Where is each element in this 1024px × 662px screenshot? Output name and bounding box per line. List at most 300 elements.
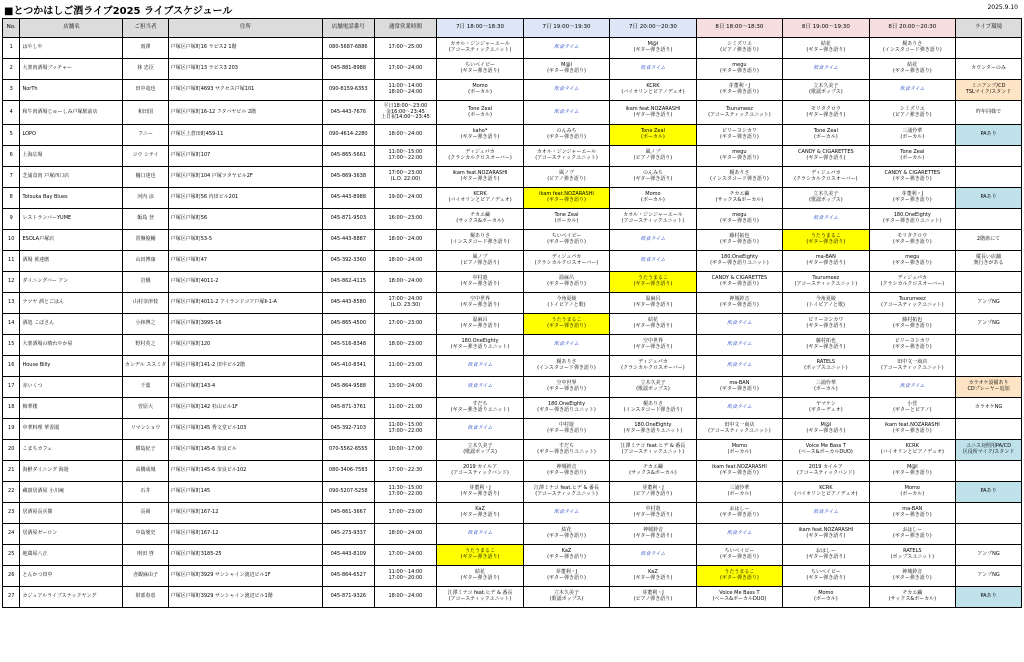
performer-label: ikam feat.NOZARASHI (ギター弾き語り) [884,422,940,434]
performer-label: カオル・ジンジャーエール (アコースティックユニット) [448,41,512,53]
performance-slot [437,545,523,566]
business-hours: 18:00～24:00 [374,524,437,545]
performer-label: KCRK (バイオリンとピアノデュオ) [448,191,512,203]
store-phone: 090-8159-6353 [323,80,374,101]
performer-label: 結花 (ギター弾き語り) [806,41,846,53]
store-address: 戸塚区戸塚町107 [168,146,322,167]
performer-label: 藤村拓也 (ギター弾き語り) [892,317,932,329]
col-no: No. [3,19,20,38]
performance-slot [610,566,696,587]
performance-slot [610,101,696,125]
store-name: 酒処 こばさん [20,314,123,335]
performance-slot [610,587,696,608]
performance-slot [783,272,869,293]
performer-label: M@l (ギター弾き語り) [892,464,932,476]
performance-slot [437,167,523,188]
store-phone: 090-4614-2280 [323,125,374,146]
performance-slot [523,566,609,587]
performer-label: うたうまるこ (ギター弾き語り) [633,275,673,287]
performance-slot [610,461,696,482]
performer-label: 結花 (ギター弾き語り) [892,62,932,74]
table-row [3,377,1022,398]
contact-person: 高橋成城 [123,461,168,482]
business-hours: 11:00～14:00 17:00～20:00 [374,566,437,587]
store-address: 戸塚区戸塚町3929 サンシャイン渡辺ビル1F [168,566,322,587]
col-hours: 通常営業時間 [374,19,437,38]
performance-slot [523,440,609,461]
store-name: House Billy [20,356,123,377]
store-phone: 045-443-7676 [323,101,374,125]
table-row [3,251,1022,272]
store-address: 戸塚区戸塚町120 [168,335,322,356]
performance-slot [783,545,869,566]
performance-slot [523,377,609,398]
performance-slot [437,335,523,356]
store-address: 戸塚区戸塚町4011-2 アイランドコア戸塚Ⅱ-1-A [168,293,322,314]
table-row [3,524,1022,545]
store-name: 梅華楼 [20,398,123,419]
business-hours: 17:00～23:00 [374,314,437,335]
live-environment: 昨年同様で [956,101,1022,125]
performance-slot [783,419,869,440]
performance-slot [783,38,869,59]
performance-slot [783,230,869,251]
performance-slot [869,38,955,59]
live-environment: ユニス対照用PA/CD 区役所マイク/スタンド [956,440,1022,461]
performance-slot [696,272,782,293]
eating-time-label: 飲食タイム [554,509,579,516]
performance-slot [610,38,696,59]
business-hours: 18:00～24:00 [374,587,437,608]
row-number: 6 [3,146,20,167]
col-address: 住所 [168,19,322,38]
store-name: 地鶏屋八正 [20,545,123,566]
table-row [3,167,1022,188]
performer-label: Momo (ボーカル) [727,443,752,455]
performer-label: Momo (ボーカル) [900,485,925,497]
row-number: 5 [3,125,20,146]
page-title: ■とつかはしご酒ライブ2025 ライブスケジュール [4,6,233,17]
performance-slot [869,293,955,314]
performance-slot [610,545,696,566]
live-environment: アンプNG [956,314,1022,335]
performance-slot [783,293,869,314]
performer-label: おはしー (ギター弾き語り) [806,548,846,560]
performance-slot [869,524,955,545]
performance-slot [610,335,696,356]
contact-person: 田中竜也 [123,80,168,101]
performance-slot [869,587,955,608]
store-phone: 070-5562-6555 [323,440,374,461]
performance-slot [869,230,955,251]
performance-slot [783,125,869,146]
performance-slot [696,80,782,101]
performance-slot [869,398,955,419]
performance-slot [869,251,955,272]
store-name: レストランバーYUME [20,209,123,230]
performance-slot [610,356,696,377]
store-address: 戸塚区戸塚町56 [168,209,322,230]
performance-slot [437,461,523,482]
performer-label: のんみち (ギター弾き語り) [633,170,673,182]
performance-slot [437,377,523,398]
business-hours: 18:00～23:00 [374,335,437,356]
table-row [3,503,1022,524]
performer-label: Momo (ボーカル) [468,83,492,95]
contact-person: 石井 [123,482,168,503]
performer-label: おはしー (ギター弾き語り) [892,527,932,539]
store-phone: 045-443-8887 [323,230,374,251]
performance-slot [869,209,955,230]
performer-label: ikam feat.NOZARASHI (ギター弾き語り) [539,191,594,203]
performer-label: ikam feat.NOZARASHI (ギター弾き語り) [452,170,508,182]
performer-label: 榎ありさ (インスタコード弾き語り) [537,359,596,371]
row-number: 17 [3,377,20,398]
eating-time-label: 飲食タイム [554,341,579,348]
store-address: 戸塚区戸塚町4011-2 [168,272,322,293]
performance-slot [696,440,782,461]
performance-slot [696,398,782,419]
col-live-env: ライブ環境 [956,19,1022,38]
business-hours: 17:00～25:00 [374,38,437,59]
contact-person: 飯島 登 [123,209,168,230]
performer-label: 180.OneEighty (ギター弾き語りユニット) [882,212,942,224]
performance-slot [523,356,609,377]
store-name: ESOLA戸塚店 [20,230,123,251]
performer-label: 立木久美子 (歌謡ポップス) [463,443,497,455]
performance-slot [869,419,955,440]
store-address: 戸塚区戸塚町3929 サンシャイン渡辺ビル1階 [168,587,322,608]
performance-slot [523,80,609,101]
store-address: 戸塚区戸塚町56 内田ビル201 [168,188,322,209]
performer-label: うたうまるこ (ギター弾き語り) [806,233,846,245]
contact-person: 千葉 [123,377,168,398]
col-day8-slot1: 8日 18:00～18:30 [696,19,782,38]
performance-slot [696,59,782,80]
contact-person: 長岡 [123,503,168,524]
performance-slot [523,335,609,356]
store-address: 戸塚区戸塚町16 ラピス2 1階 [168,38,322,59]
performer-label: Tone Zeal (ボーカル) [900,149,925,161]
performance-slot [523,188,609,209]
contact-person: 常盤俊輔 [123,230,168,251]
performance-slot [783,167,869,188]
contact-person: 雨澤 [123,38,168,59]
performance-slot [523,482,609,503]
row-number: 14 [3,314,20,335]
live-environment [956,209,1022,230]
performance-slot [696,587,782,608]
store-phone: 045-273-9337 [323,524,374,545]
eating-time-label: 飲食タイム [726,404,752,411]
table-row [3,398,1022,419]
performer-label: カオル・ジンジャーエール (アコースティックユニット) [621,212,685,224]
performer-label: 温麻呂 (ギター弾き語り) [633,296,673,308]
performer-label: 芽董利・J (ギター弾き語り) [547,569,586,581]
performance-slot [696,146,782,167]
performer-label: KCRK (バイオリンとピアノデュオ) [880,443,944,455]
performance-slot [523,38,609,59]
performance-slot [696,461,782,482]
performance-slot [610,503,696,524]
col-day8-slot3: 8日 20:00～20:30 [869,19,955,38]
performance-slot [696,545,782,566]
contact-person: 野村英之 [123,335,168,356]
performance-slot [610,482,696,503]
performer-label: 180.OneEighty (ギター弾き語りユニット) [623,422,683,434]
contact-person: 山田博康 [123,251,168,272]
performer-label: チカエ繭 (サックス&ボーカル) [888,590,937,602]
performer-label: 神城鈴音 (ギター弾き語り) [719,296,759,308]
col-day7-slot3: 7日 20:00～20:30 [610,19,696,38]
store-phone: 045-862-4115 [323,272,374,293]
table-row [3,440,1022,461]
contact-person: フニー [123,125,168,146]
live-environment [956,146,1022,167]
table-row [3,38,1022,59]
store-name: 居酒屋長兵衛 [20,503,123,524]
table-row [3,587,1022,608]
store-address: 戸塚区戸塚町145-6 奈良ビル102 [168,461,322,482]
eating-time-label: 飲食タイム [554,108,579,115]
business-hours: 19:00～24:00 [374,188,437,209]
live-environment: 2階席にて [956,230,1022,251]
table-row [3,80,1022,101]
store-name: カジュアルライブスナックヤング [20,587,123,608]
performer-label: 芽董利・J (ピアノ弾き語り) [633,590,673,602]
contact-person: 和田国 [123,101,168,125]
performer-label: 三浦怜華 (ボーカル) [727,485,752,497]
performance-slot [523,209,609,230]
store-name: 赤いくつ [20,377,123,398]
performer-label: カオル・ジンジャーエール (アコースティックユニット) [535,149,598,161]
header-row [3,19,1022,38]
eating-time-label: 飲食タイム [554,44,579,51]
business-hours: 18:00～24:00 [374,251,437,272]
header [0,0,1024,18]
store-address: 戸塚区戸塚町47 [168,251,322,272]
performer-label: 榎ありさ (インスタコード弾き語り) [623,401,683,413]
store-address: 戸塚区戸塚町145 [168,482,322,503]
performer-label: おはしー (ギター弾き語り) [719,506,759,518]
performer-label: 榎ありさ (インスタコード弾き語り) [450,233,510,245]
business-hours: 17:00～24:00 (L.O. 23:30) [374,293,437,314]
performance-slot [696,230,782,251]
store-name: 大衆肉酒場ブッチャー [20,59,123,80]
col-contact: ご担当者 [123,19,168,38]
performance-slot [869,314,955,335]
performer-label: Tsurumeez (アコースティックユニット) [794,275,858,287]
performance-slot [783,335,869,356]
store-address: 戸塚区戸塚町167-12 [168,503,322,524]
performance-slot [437,251,523,272]
performance-slot [783,59,869,80]
col-store-name: 店舗名 [20,19,123,38]
store-phone: 045-410-8341 [323,356,374,377]
performance-slot [523,146,609,167]
performer-label: 榎ありさ (インスタコード弾き語り) [882,41,942,53]
performer-label: うたうまるこ (ギター弾き語り) [719,569,759,581]
performer-label: 立木久美子 (歌謡ポップス) [636,380,670,392]
performance-slot [610,419,696,440]
row-number: 7 [3,167,20,188]
store-phone: 045-871-9326 [323,587,374,608]
performance-slot [696,524,782,545]
performance-slot [523,587,609,608]
live-environment: アンプNG [956,293,1022,314]
contact-person: 中島褒史 [123,524,168,545]
store-name: 芝浦食肉 戸塚西口店 [20,167,123,188]
row-number: 15 [3,335,20,356]
live-environment: アンプNG [956,566,1022,587]
performer-label: 江澤ミナコ feat.ヒデ & 番長 (アコースティックユニット) [620,443,686,455]
performance-slot [523,314,609,335]
business-hours: 18:00～24:00 [374,272,437,293]
performance-slot [869,440,955,461]
performance-slot [523,461,609,482]
store-phone: 045-869-3638 [323,167,374,188]
performance-slot [437,293,523,314]
performance-slot [869,461,955,482]
performance-slot [437,566,523,587]
performance-slot [869,566,955,587]
contact-person: 河内 涼 [123,188,168,209]
contact-person: 岩橋 [123,272,168,293]
performance-slot [869,482,955,503]
performance-slot [610,440,696,461]
performer-label: RATELS (ポップスユニット) [890,548,935,560]
performer-label: CANDY & CIGARETTES (ギター弾き語り) [711,275,768,287]
row-number: 2 [3,59,20,80]
performance-slot [696,101,782,125]
performer-label: 芽董利・J (ギター弾き語り) [460,485,500,497]
row-number: 24 [3,524,20,545]
document-date: 2025.9.10 [987,4,1018,11]
performer-label: CANDY & CIGARETTES (ギター弾き語り) [884,170,941,182]
performer-label: 温麻呂 (ギター弾き語り) [547,275,586,287]
performer-label: ディジュパカ (クラシカルクロスオーバー) [534,254,599,266]
live-environment: PAあり [956,482,1022,503]
store-phone: 045-443-8109 [323,545,374,566]
performance-slot [610,251,696,272]
performer-label: ビリーヨシカワ (ギター弾き語り) [892,338,932,350]
performer-label: megu (ギター弾き語り) [719,149,759,161]
performance-slot [783,314,869,335]
performer-label: ikam feat.NOZARASHI (ギター弾き語り) [712,464,767,476]
performance-slot [869,167,955,188]
performance-slot [523,59,609,80]
performer-label: 180.OneEighty (ギター弾き語りユニット) [537,401,596,413]
performer-label: 立木久美子 (歌謡ポップス) [549,590,584,602]
performance-slot [696,566,782,587]
row-number: 4 [3,101,20,125]
store-name: 酒場 黄達磨 [20,251,123,272]
performer-label: 180.OneEighty (ギター弾き語りユニット) [710,254,769,266]
store-phone: 045-861-3667 [323,503,374,524]
performer-label: ma-BAN (ギター弾き語り) [806,254,846,266]
store-phone: 080-5687-6886 [323,38,374,59]
store-name: こまちカフェ [20,440,123,461]
performer-label: Tone Zeal (ボーカル) [554,212,579,224]
eating-time-label: 飲食タイム [726,320,752,327]
performance-slot [610,209,696,230]
eating-time-label: 飲食タイム [467,425,493,432]
contact-person: 横島紀子 [123,440,168,461]
performer-label: ちいベイビー (ギター弾き語り) [806,569,846,581]
eating-time-label: 飲食タイム [554,86,579,93]
performance-slot [869,80,955,101]
store-phone: 045-865-4500 [323,314,374,335]
performer-label: Momo (ボーカル) [813,590,838,602]
store-phone: 045-392-3360 [323,251,374,272]
row-number: 11 [3,251,20,272]
performance-slot [523,293,609,314]
performer-label: KCRK (バイオリンとピアノデュオ) [794,485,858,497]
performer-label: モリタクロウ (ギター弾き語り) [892,233,932,245]
store-address: 戸塚区戸塚町145 秀文堂ビル103 [168,419,322,440]
store-address: 戸塚区戸塚町16-12 フタバヤビル 2階 [168,101,322,125]
performance-slot [869,188,955,209]
store-name: 海鮮ダイニング 海遊 [20,461,123,482]
performer-label: ma-BAN (ギター弾き語り) [719,380,759,392]
performance-slot [437,482,523,503]
eating-time-label: 飲食タイム [899,383,925,390]
live-environment [956,503,1022,524]
performer-label: すだち (ギター弾き語りユニット) [537,443,596,455]
performer-label: Voice Me Bass T (ベース&ボーカルDUO) [798,443,853,455]
performer-label: M@l (ギター弾き語り) [806,422,846,434]
performer-label: KaZ (ギター弾き語り) [547,548,586,560]
performer-label: ビリーヨシカワ (ギター弾き語り) [719,128,759,140]
col-day7-slot1: 7日 18:00～18:30 [437,19,523,38]
performance-slot [869,146,955,167]
eating-time-label: 飲食タイム [813,509,839,516]
row-number: 20 [3,440,20,461]
performance-slot [783,524,869,545]
performer-label: 結花 (ギター弾き語り) [547,527,586,539]
business-hours: 11:00～21:00 [374,398,437,419]
performance-slot [696,503,782,524]
eating-time-label: 飲食タイム [726,341,752,348]
performer-label: 芽董利・J (ギター弾き語り) [892,191,932,203]
performer-label: 芽董利・J (ピアノ弾き語り) [633,485,673,497]
store-address: 戸塚区戸塚町145-6 奈良ビル [168,440,322,461]
table-row [3,482,1022,503]
eating-time-label: 飲食タイム [467,362,493,369]
performance-slot [437,272,523,293]
store-name: ダイニングバー アン [20,272,123,293]
performer-label: うたうまるこ (ギター弾き語り) [460,548,500,560]
store-address: 戸塚区戸塚町143-4 [168,377,322,398]
row-number: 12 [3,272,20,293]
performer-label: 温麻呂 (ギター弾き語り) [460,317,500,329]
performance-slot [696,167,782,188]
performer-label: 空中世界 (ギター弾き語り) [460,296,500,308]
performance-slot [610,524,696,545]
performance-slot [783,356,869,377]
performance-slot [610,272,696,293]
store-name: 上海広場 [20,146,123,167]
business-hours: 平日18:00～23:00 金16:00～23:45 土日祝14:00～23:45 [374,101,437,125]
performance-slot [696,335,782,356]
store-phone: 090-5207-5258 [323,482,374,503]
performance-slot [783,251,869,272]
live-environment [956,167,1022,188]
contact-person: コウ シテイ [123,146,168,167]
performance-slot [610,80,696,101]
business-hours: 13:00～24:00 [374,377,437,398]
performer-label: 立木久美子 (歌謡ポップス) [809,191,843,203]
